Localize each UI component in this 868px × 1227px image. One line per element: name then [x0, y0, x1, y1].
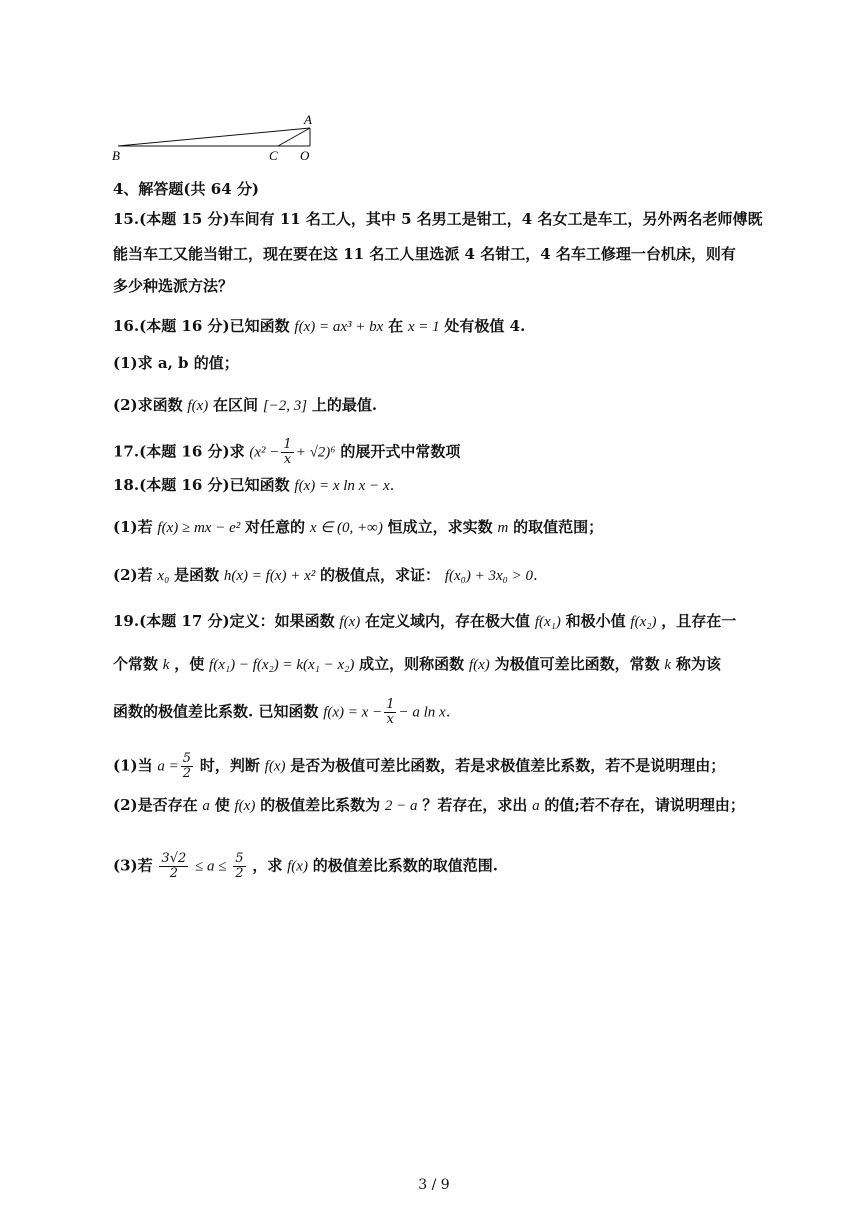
q18-x0: x₀ — [157, 568, 170, 584]
q19-l2-fx: f(x) — [468, 657, 490, 673]
q19-p2-mid2: 的极值差比系数为 — [260, 796, 381, 814]
page-number: 3 / 9 — [418, 1177, 450, 1193]
q19-p3-fraction-2 — [233, 852, 245, 881]
q15-line-1: 15.(本题 15 分)车间有 11 名工人，其中 5 名男工是钳工，4 名女工是车工，另外两名老师傅既 — [113, 210, 763, 228]
q19-p1-num: 5 — [182, 751, 192, 766]
q17-post: 的展开式中常数项 — [340, 442, 461, 461]
q16-p2-fx: f(x) — [187, 398, 209, 414]
q17-expr-b: + √2)⁶ — [295, 444, 336, 461]
q19-l3-den: x — [386, 712, 395, 727]
q16-intro — [113, 315, 773, 338]
q18-p2-mid2: 的极值点，求证： — [320, 566, 441, 584]
q19-l1-post: ，且存在一 — [661, 612, 737, 630]
q17-frac-den: x — [283, 452, 292, 467]
q19-l3-fraction — [384, 698, 396, 727]
q16-function: f(x) = ax³ + bx — [294, 319, 384, 335]
q19-l1-fx1: f(x₁) — [534, 614, 561, 630]
q19-p3-mid: ≤ a ≤ — [195, 858, 227, 875]
q18-h: h(x) = f(x) + x² — [223, 568, 316, 584]
q16-intro-pre: 16.(本题 16 分)已知函数 — [113, 317, 290, 335]
triangle-figure — [108, 108, 328, 168]
q18-inequality: f(x) ≥ mx − e² — [157, 520, 241, 536]
q19-l1-fx2: f(x₂) — [630, 614, 657, 630]
q19-l3-fa: f(x) = x − — [323, 704, 383, 721]
q19-l1-pre: 19.(本题 17 分)定义：如果函数 — [113, 612, 335, 630]
q19-l2-pre: 个常数 — [113, 655, 159, 673]
q19-p2-mid: 使 — [214, 796, 230, 814]
q19-l3-post: . — [445, 702, 451, 721]
q18-p1-mid: 对任意的 — [245, 518, 306, 536]
q18-part-2 — [113, 564, 773, 587]
q19-part-1 — [113, 752, 773, 781]
q18-intro — [113, 474, 773, 497]
q19-l3-fb: − a ln x — [398, 704, 446, 721]
q19-p2-a2: a — [532, 798, 540, 814]
segment-ba — [118, 128, 310, 146]
q16-p2-post: 上的最值. — [311, 396, 378, 414]
q15-line-3: 多少种选派方法？ — [113, 277, 234, 295]
q16-interval: [−2, 3] — [262, 398, 308, 414]
q19-p1-den: 2 — [182, 766, 192, 781]
q19-line-3 — [113, 698, 773, 727]
q16-intro-mid: 在 — [388, 317, 404, 335]
q19-p1-pre: (1)当 — [113, 756, 153, 775]
q19-l1-mid2: 和极小值 — [565, 612, 626, 630]
q19-p3-fraction-1 — [159, 852, 188, 881]
q19-p3-den: 2 — [169, 866, 178, 881]
q19-l3-num: 1 — [386, 697, 395, 712]
label-b: B — [112, 148, 120, 163]
q18-p2-post: . — [532, 566, 538, 584]
q19-l1-mid: 在定义域内，存在极大值 — [365, 612, 531, 630]
q19-l1-fx: f(x) — [339, 614, 361, 630]
q19-p3-post: 的极值差比系数的取值范围. — [312, 856, 498, 875]
q19-p1-fraction — [181, 752, 193, 781]
q19-p2-fx: f(x) — [234, 798, 256, 814]
q19-p2-val: 2 − a — [384, 798, 418, 814]
q19-p3-fx: f(x) — [287, 858, 308, 875]
q19-l2-mid: ，使 — [174, 655, 205, 673]
section-title: 4、解答题(共 64 分) — [113, 180, 259, 198]
q19-l2-eq: f(x₁) − f(x₂) = k(x₁ − x₂) — [209, 657, 355, 673]
q19-part-2 — [113, 794, 773, 817]
q18-m: m — [497, 520, 509, 536]
q19-p3-den2: 2 — [235, 866, 244, 881]
q19-l2-k2: k — [664, 657, 672, 673]
q19-part-3 — [113, 852, 773, 881]
q15-line-2: 能当车工又能当钳工，现在要在这 11 名工人里选派 4 名钳工，4 名车工修理一台机床，则有 — [113, 245, 736, 263]
q19-l2-post: 称为该 — [675, 655, 721, 673]
q19-p1-fx: f(x) — [264, 758, 286, 775]
q17 — [113, 438, 773, 467]
q19-p1-post: 是否为极值可差比函数，若是求极值差比系数，若不是说明理由； — [290, 756, 726, 775]
q18-part-1 — [113, 516, 773, 539]
q19-p2-pre: (2)是否存在 — [113, 796, 198, 814]
q19-l2-mid3: 为极值可差比函数，常数 — [494, 655, 660, 673]
q19-p1-a: a = — [157, 758, 179, 775]
q18-p2-pre: (2)若 — [113, 566, 153, 584]
q19-l2-k: k — [162, 657, 170, 673]
q19-p3-num2: 5 — [235, 851, 244, 866]
q17-fraction — [281, 438, 293, 467]
q16-point: x = 1 — [407, 319, 440, 335]
q19-p1-mid: 时，判断 — [199, 756, 260, 775]
q16-part-2 — [113, 394, 773, 417]
q18-p1-post: 的取值范围； — [513, 518, 604, 536]
q19-l3-pre: 函数的极值差比系数. 已知函数 — [113, 702, 319, 721]
q18-p1-mid2: 恒成立，求实数 — [387, 518, 493, 536]
q19-l2-mid2: 成立，则称函数 — [359, 655, 465, 673]
q18-domain: x ∈ (0, +∞) — [309, 520, 383, 536]
q16-part-1: (1)求 a, b 的值； — [113, 354, 239, 372]
q16-intro-post: 处有极值 4. — [444, 317, 526, 335]
q19-line-1 — [113, 610, 773, 633]
q19-line-2 — [113, 653, 773, 676]
q18-function: f(x) = x ln x − x — [294, 478, 390, 494]
q16-p2-pre: (2)求函数 — [113, 396, 183, 414]
q19-p2-a: a — [202, 798, 210, 814]
q17-expr-a: (x² − — [249, 444, 280, 461]
q19-p2-mid3: ？若存在，求出 — [422, 796, 528, 814]
q18-p1-pre: (1)若 — [113, 518, 153, 536]
q17-frac-num: 1 — [283, 437, 292, 452]
q18-intro-post: . — [389, 476, 395, 494]
label-a: A — [304, 112, 312, 127]
label-o: O — [300, 148, 310, 163]
q19-p3-num: 3√2 — [161, 851, 187, 866]
q18-intro-pre: 18.(本题 16 分)已知函数 — [113, 476, 290, 494]
q19-p3-pre: (3)若 — [113, 856, 153, 875]
q17-pre: 17.(本题 16 分)求 — [113, 442, 245, 461]
q18-p2-mid: 是函数 — [174, 566, 220, 584]
label-c: C — [269, 148, 278, 163]
q16-p2-mid: 在区间 — [213, 396, 259, 414]
q19-p2-post: 的值;若不存在，请说明理由； — [544, 796, 745, 814]
q19-p3-mid2: ，求 — [252, 856, 283, 875]
q18-claim: f(x₀) + 3x₀ > 0 — [444, 568, 533, 584]
